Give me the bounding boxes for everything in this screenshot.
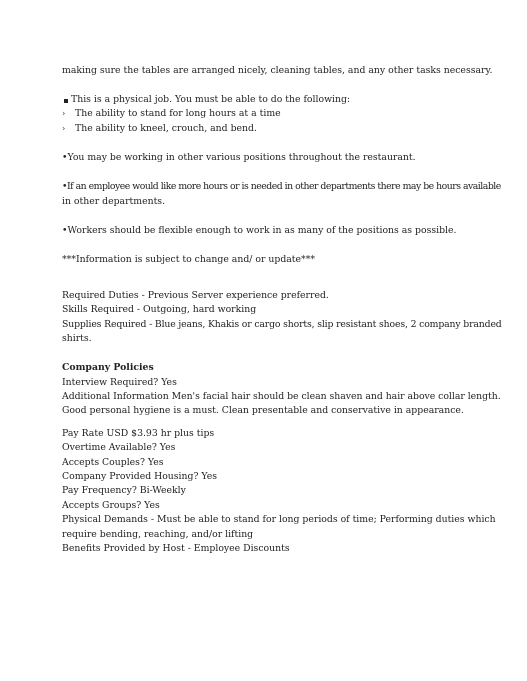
update-notice: ***Information is subject to change and/ or update***: [62, 254, 315, 265]
required-duties: Required Duties - Previous Server experience preferred.: [62, 290, 329, 301]
detail-line: Accepts Couples? Yes: [62, 457, 164, 468]
supplies-required: Supplies Required - Blue jeans, Khakis or cargo shorts, slip resistant shoes, 2 company branded: [62, 319, 502, 330]
detail-line: Physical Demands - Must be able to stand for long periods of time; Performing duties which: [62, 514, 496, 525]
detail-line: Overtime Available? Yes: [62, 442, 176, 453]
physical-item: The ability to stand for long hours at a time: [75, 108, 281, 119]
detail-line: require bending, reaching, and/or lifting: [62, 529, 254, 540]
square-bullet-icon: [64, 99, 68, 103]
detail-line: Accepts Groups? Yes: [62, 500, 160, 511]
intro-continuation: making sure the tables are arranged nicely, cleaning tables, and any other tasks necessary.: [62, 65, 493, 76]
detail-line: Company Provided Housing? Yes: [62, 471, 218, 482]
policy-line: Additional Information Men's facial hair should be clean shaven and hair above collar length.: [62, 391, 501, 402]
physical-item: The ability to kneel, crouch, and bend.: [75, 123, 257, 134]
policy-line: Good personal hygiene is a must. Clean presentable and conservative in appearance.: [62, 405, 464, 416]
supplies-required-continuation: shirts.: [62, 333, 92, 344]
skills-required: Skills Required - Outgoing, hard working: [62, 304, 257, 315]
policies-heading: Company Policies: [62, 362, 154, 373]
detail-line: Pay Frequency? Bi-Weekly: [62, 485, 186, 496]
policy-line: Interview Required? Yes: [62, 377, 177, 388]
bullet-line: •If an employee would like more hours or is needed in other departments there may be hours available: [62, 181, 501, 192]
detail-line: Pay Rate USD $3.93 hr plus tips: [62, 428, 215, 439]
arrow-bullet-icon: ›: [62, 109, 66, 118]
bullet-line: •You may be working in other various positions throughout the restaurant.: [62, 152, 416, 163]
physical-heading: This is a physical job. You must be able to do the following:: [71, 94, 351, 105]
bullet-line-continuation: in other departments.: [62, 196, 166, 207]
bullet-line: •Workers should be flexible enough to work in as many of the positions as possible.: [62, 225, 457, 236]
detail-line: Benefits Provided by Host - Employee Discounts: [62, 543, 290, 554]
arrow-bullet-icon: ›: [62, 124, 66, 133]
